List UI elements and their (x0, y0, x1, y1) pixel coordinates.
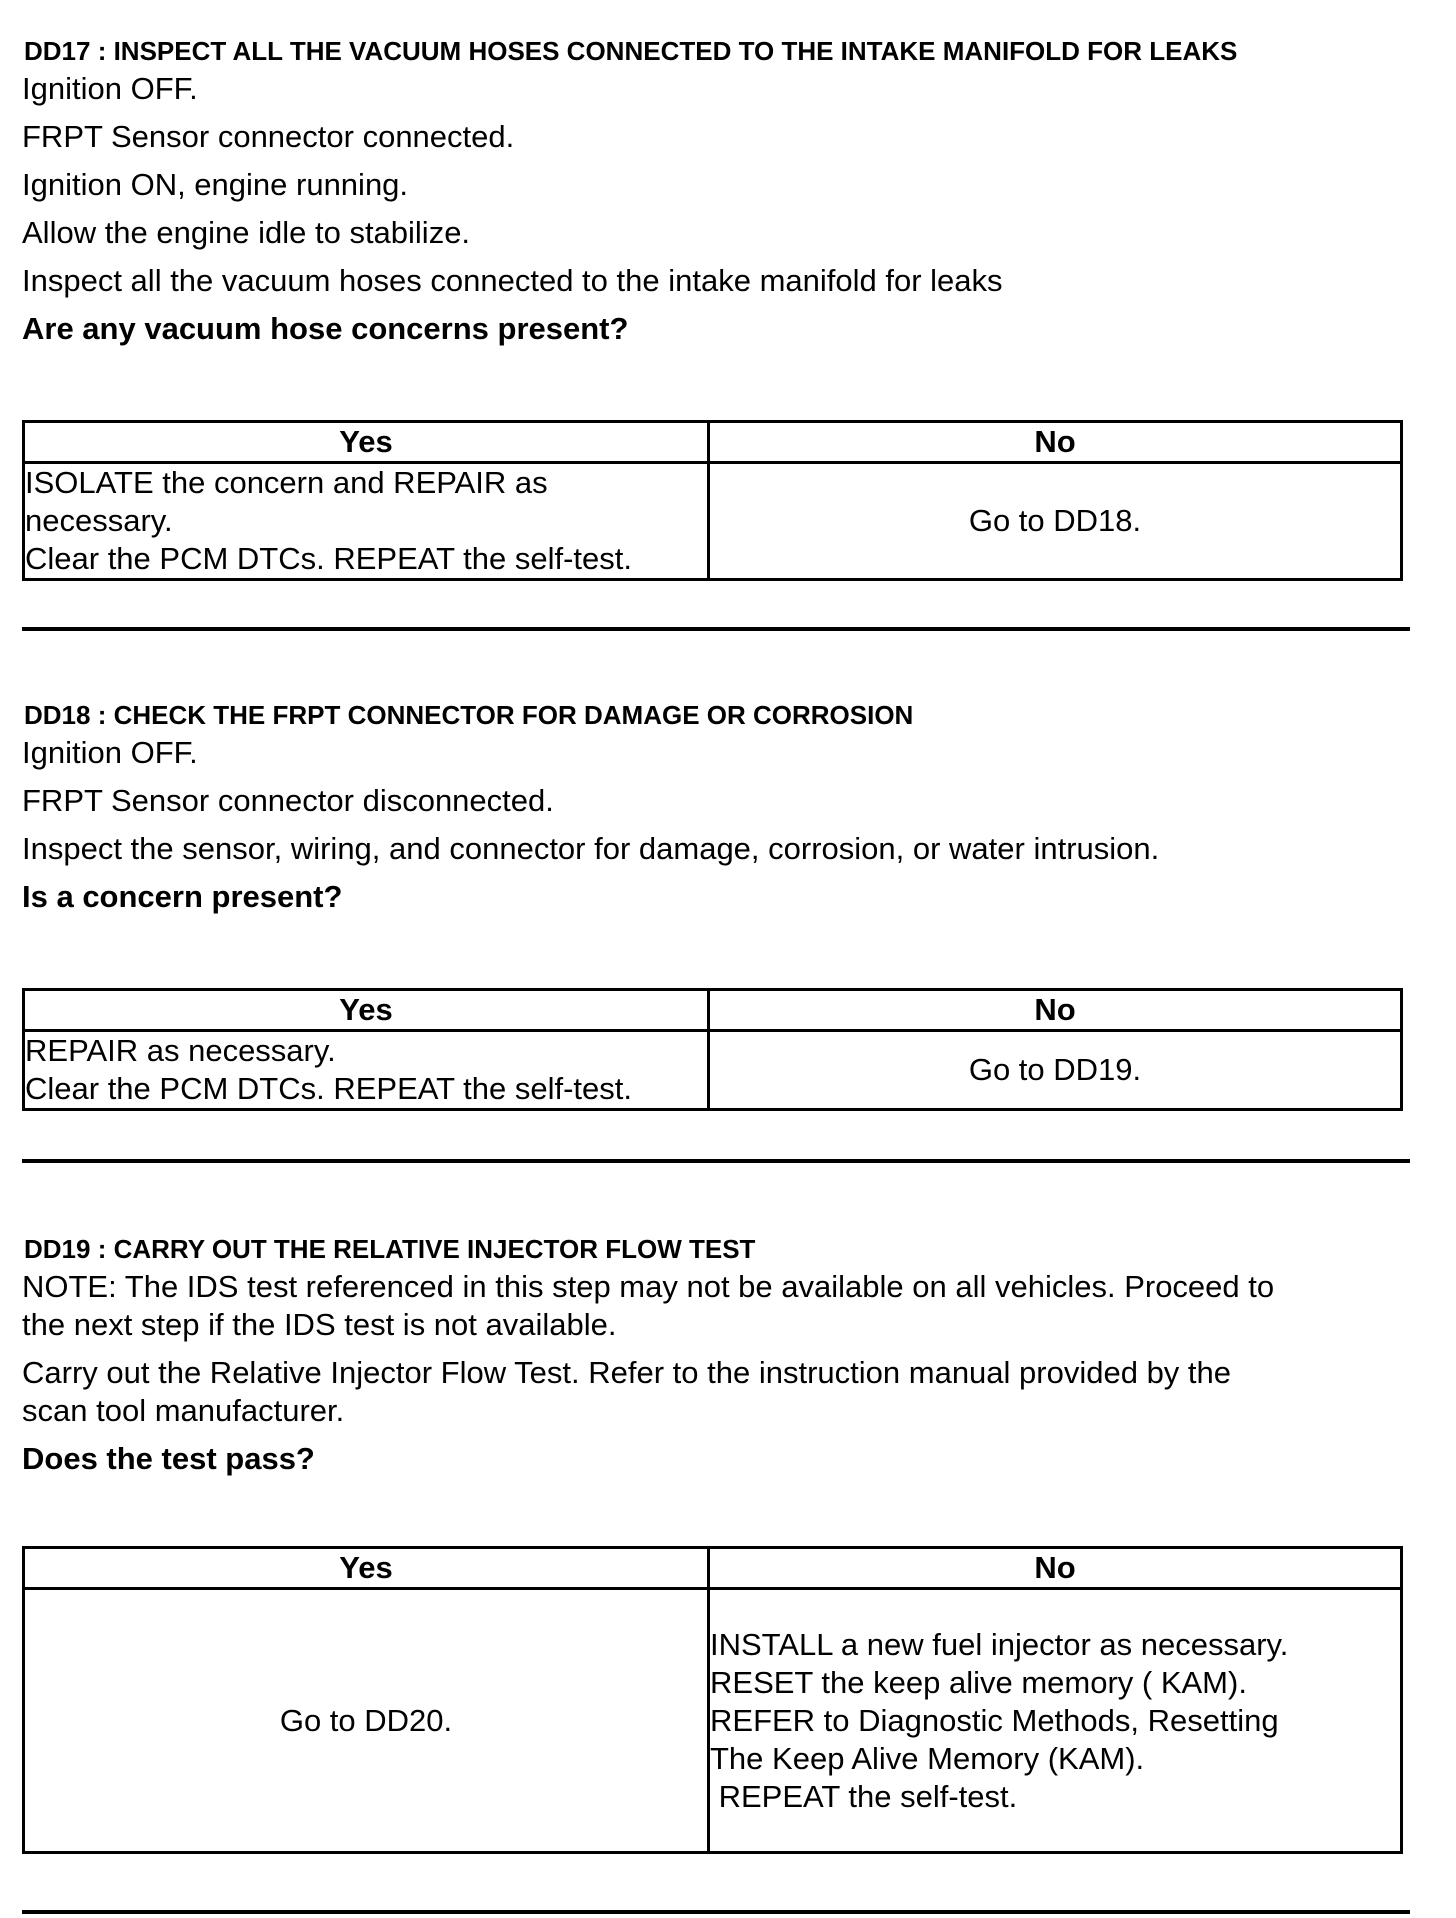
no-line: INSTALL a new fuel injector as necessary. (710, 1626, 1289, 1662)
note-line: NOTE: The IDS test referenced in this step may not be available on all vehicles. Proceed to (22, 1269, 1275, 1304)
step-dd19 (22, 1234, 1412, 1478)
instruction-line: FRPT Sensor connector disconnected. (22, 783, 554, 818)
step-question: Is a concern present? (22, 879, 343, 914)
step-title: DD19 : CARRY OUT THE RELATIVE INJECTOR FLOW TEST (24, 1234, 756, 1264)
instruction-line: Allow the engine idle to stabilize. (22, 215, 471, 250)
instruction-line: Carry out the Relative Injector Flow Test. Refer to the instruction manual provided by the (22, 1355, 1232, 1390)
instruction-line: FRPT Sensor connector connected. (22, 119, 515, 154)
yes-header: Yes (24, 990, 709, 1031)
yes-line: Clear the PCM DTCs. REPEAT the self-test. (25, 541, 632, 576)
yes-header: Yes (24, 422, 709, 463)
instruction-line: Ignition OFF. (22, 735, 198, 770)
yes-cell (24, 463, 709, 580)
yes-cell: Go to DD20. (24, 1589, 709, 1853)
step-title: DD18 : CHECK THE FRPT CONNECTOR FOR DAMAGE OR CORROSION (24, 700, 914, 730)
no-header: No (709, 422, 1402, 463)
yes-cell (24, 1031, 709, 1110)
no-line: REPEAT the self-test. (710, 1778, 1018, 1814)
no-cell: Go to DD19. (709, 1031, 1402, 1110)
instruction-line: Inspect all the vacuum hoses connected to the intake manifold for leaks (22, 263, 1003, 298)
step-question: Are any vacuum hose concerns present? (22, 311, 629, 346)
no-line: RESET the keep alive memory ( KAM). (710, 1664, 1247, 1700)
note-line: the next step if the IDS test is not available. (22, 1307, 617, 1342)
no-line: REFER to Diagnostic Methods, Resetting (710, 1702, 1279, 1738)
no-line: The Keep Alive Memory (KAM). (710, 1740, 1145, 1776)
yes-line: Clear the PCM DTCs. REPEAT the self-test. (25, 1071, 632, 1106)
yes-header: Yes (24, 1548, 709, 1589)
no-cell: Go to DD18. (709, 463, 1402, 580)
step-dd18 (22, 700, 1412, 916)
instruction-line: Inspect the sensor, wiring, and connector for damage, corrosion, or water intrusion. (22, 831, 1160, 866)
instruction-line: scan tool manufacturer. (22, 1393, 345, 1428)
yes-no-table-dd17 (22, 420, 1403, 581)
instruction-line: Ignition OFF. (22, 71, 198, 106)
instruction-line: Ignition ON, engine running. (22, 167, 409, 202)
note-paragraph (22, 1268, 1412, 1344)
yes-line: ISOLATE the concern and REPAIR as (25, 465, 548, 500)
step-title: DD17 : INSPECT ALL THE VACUUM HOSES CONNECTED TO THE INTAKE MANIFOLD FOR LEAKS (24, 36, 1238, 66)
section-divider (22, 627, 1410, 631)
step-question: Does the test pass? (22, 1441, 315, 1476)
yes-no-table-dd18 (22, 988, 1403, 1111)
section-divider (22, 1910, 1410, 1914)
yes-no-table-dd19 (22, 1546, 1403, 1854)
instruction-paragraph (22, 1354, 1412, 1430)
yes-line: REPAIR as necessary. (25, 1033, 336, 1068)
no-header: No (709, 990, 1402, 1031)
no-header: No (709, 1548, 1402, 1589)
no-cell (709, 1589, 1402, 1853)
yes-line: necessary. (25, 503, 173, 538)
step-dd17 (22, 36, 1412, 348)
section-divider (22, 1159, 1410, 1163)
